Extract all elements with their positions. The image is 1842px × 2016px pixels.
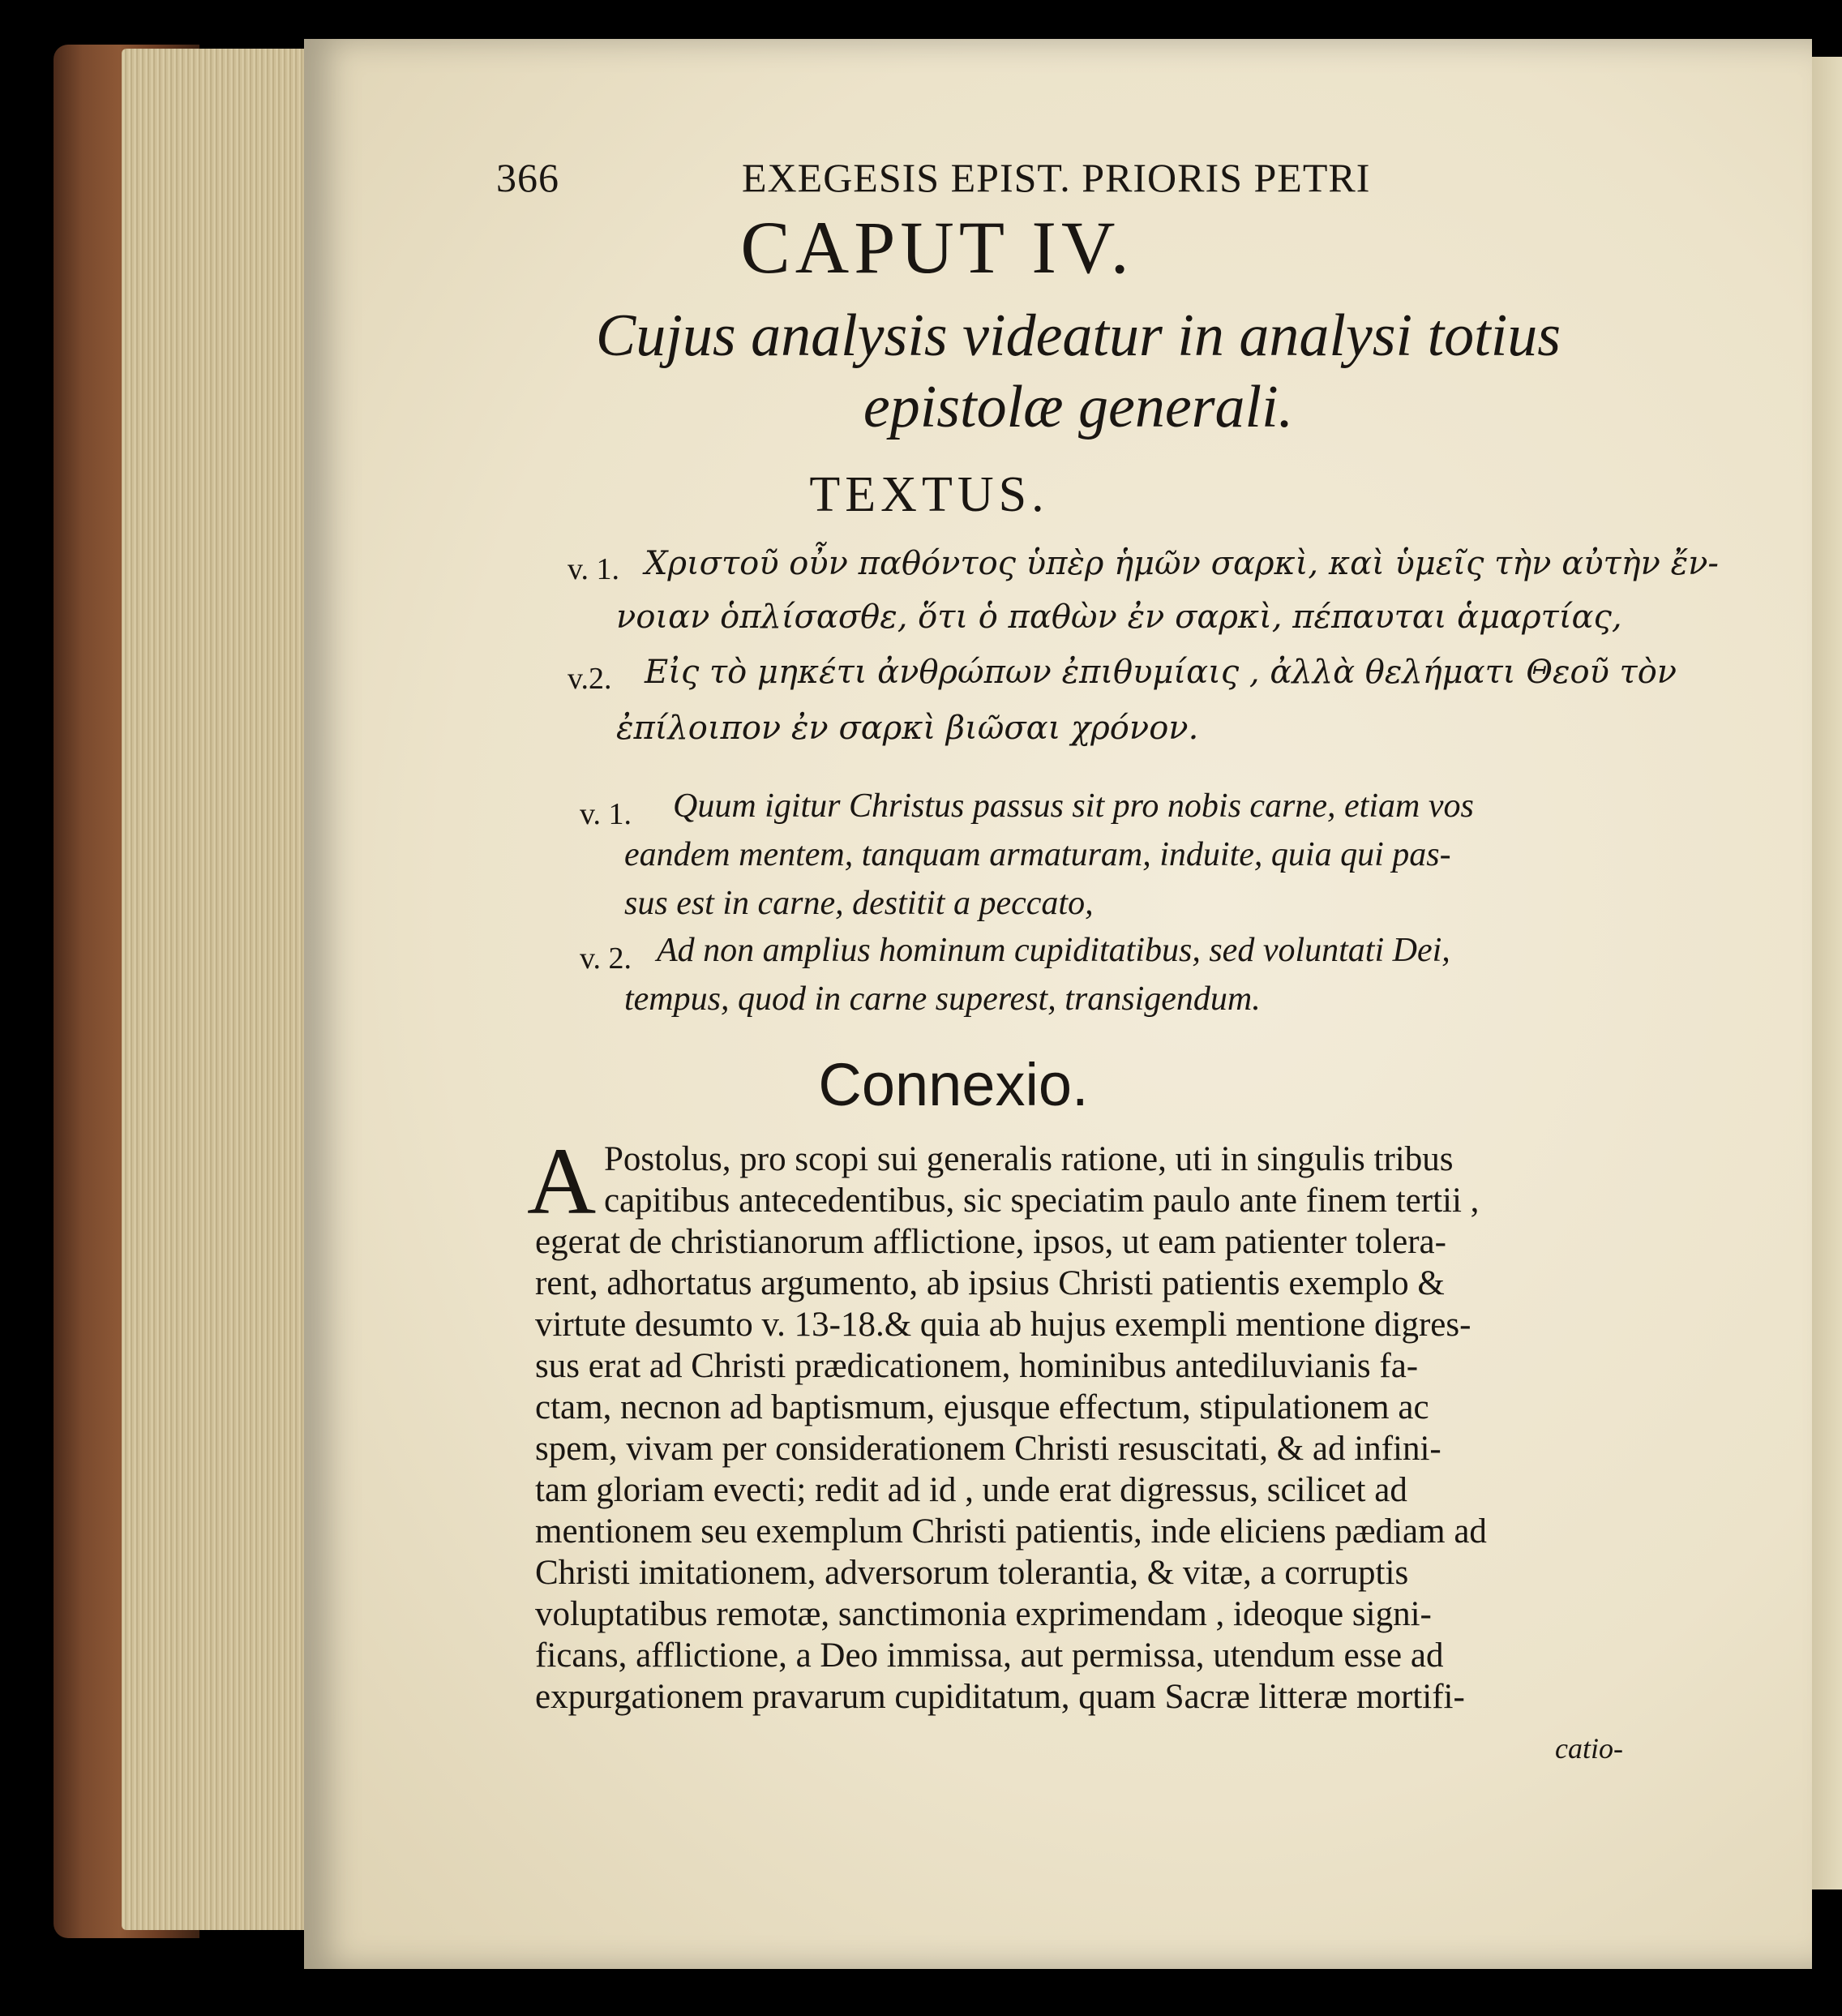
chapter-heading: CAPUT IV.: [740, 206, 1134, 289]
latin-verse-1-line-3: sus est in carne, destitit a peccato,: [624, 885, 1094, 922]
running-title: EXEGESIS EPIST. PRIORIS PETRI: [742, 155, 1371, 200]
greek-verse-2-label: v.2.: [568, 662, 612, 696]
connexio-line-14: expurgationem pravarum cupiditatum, quam Sacræ litteræ mortifi-: [535, 1678, 1465, 1716]
page-number: 366: [496, 155, 559, 200]
connexio-line-11: Christi imitationem, adversorum tolerantia, & vitæ, a corruptis: [535, 1554, 1409, 1592]
latin-verse-2-label: v. 2.: [580, 942, 632, 976]
latin-verse-1-label: v. 1.: [580, 797, 632, 831]
latin-verse-2-line-1: Ad non amplius hominum cupiditatibus, sed voluntati Dei,: [657, 932, 1450, 969]
greek-verse-2-line-1: Εἰς τὸ μηκέτι ἀνθρώπων ἐπιθυμίαις , ἀλλὰ θελήματι Θεοῦ τὸν: [645, 654, 1677, 691]
chapter-subtitle-line-2: epistolæ generali.: [863, 374, 1294, 440]
connexio-line-7: ctam, necnon ad baptismum, ejusque effectum, stipulationem ac: [535, 1388, 1429, 1426]
connexio-line-3: egerat de christianorum afflictione, ipsos, ut eam patienter tolera-: [535, 1223, 1446, 1261]
greek-verse-1-line-1: Χριστοῦ οὖν παθόντος ὑπὲρ ἡμῶν σαρκὶ, καὶ ὑμεῖς τὴν αὐτὴν ἔν-: [645, 545, 1719, 582]
connexio-line-2: capitibus antecedentibus, sic speciatim paulo ante finem tertii ,: [604, 1182, 1480, 1220]
drop-cap: A: [527, 1128, 597, 1234]
connexio-line-10: mentionem seu exemplum Christi patientis, inde eliciens pædiam ad: [535, 1512, 1487, 1551]
connexio-line-8: spem, vivam per considerationem Christi resuscitati, & ad infini-: [535, 1430, 1441, 1468]
greek-verse-1-line-2: νοιαν ὁπλίσασθε, ὅτι ὁ παθὼν ἐν σαρκὶ, πέπαυται ἁμαρτίας,: [616, 598, 1622, 636]
latin-verse-1-line-2: eandem mentem, tanquam armaturam, induite, quia qui pas-: [624, 836, 1451, 873]
textus-heading: TEXTUS.: [809, 467, 1049, 522]
connexio-line-13: ficans, afflictione, a Deo immissa, aut permissa, utendum esse ad: [535, 1636, 1444, 1675]
chapter-subtitle-line-1: Cujus analysis videatur in analysi totius: [595, 302, 1561, 369]
connexio-line-5: virtute desumto v. 13-18.& quia ab hujus exempli mentione digres-: [535, 1306, 1471, 1344]
connexio-line-12: voluptatibus remotæ, sanctimonia exprimendam , ideoque signi-: [535, 1595, 1432, 1633]
catchword: catio-: [1555, 1732, 1623, 1765]
connexio-line-4: rent, adhortatus argumento, ab ipsius Christi patientis exemplo &: [535, 1264, 1445, 1302]
greek-verse-1-label: v. 1.: [568, 552, 620, 586]
connexio-line-1: Postolus, pro scopi sui generalis ratione, uti in singulis tribus: [604, 1140, 1454, 1178]
facing-page-edge: [1808, 57, 1842, 1889]
latin-verse-1-line-1: Quum igitur Christus passus sit pro nobis carne, etiam vos: [673, 787, 1474, 825]
greek-verse-2-line-2: ἐπίλοιπον ἐν σαρκὶ βιῶσαι χρόνον.: [616, 710, 1199, 747]
connexio-line-9: tam gloriam evecti; redit ad id , unde erat digressus, scilicet ad: [535, 1471, 1407, 1509]
connexio-line-6: sus erat ad Christi prædicationem, hominibus antediluvianis fa-: [535, 1347, 1419, 1385]
latin-verse-2-line-2: tempus, quod in carne superest, transigendum.: [624, 980, 1261, 1018]
connexio-heading: Connexio.: [818, 1051, 1089, 1118]
page-edges: [122, 49, 320, 1930]
